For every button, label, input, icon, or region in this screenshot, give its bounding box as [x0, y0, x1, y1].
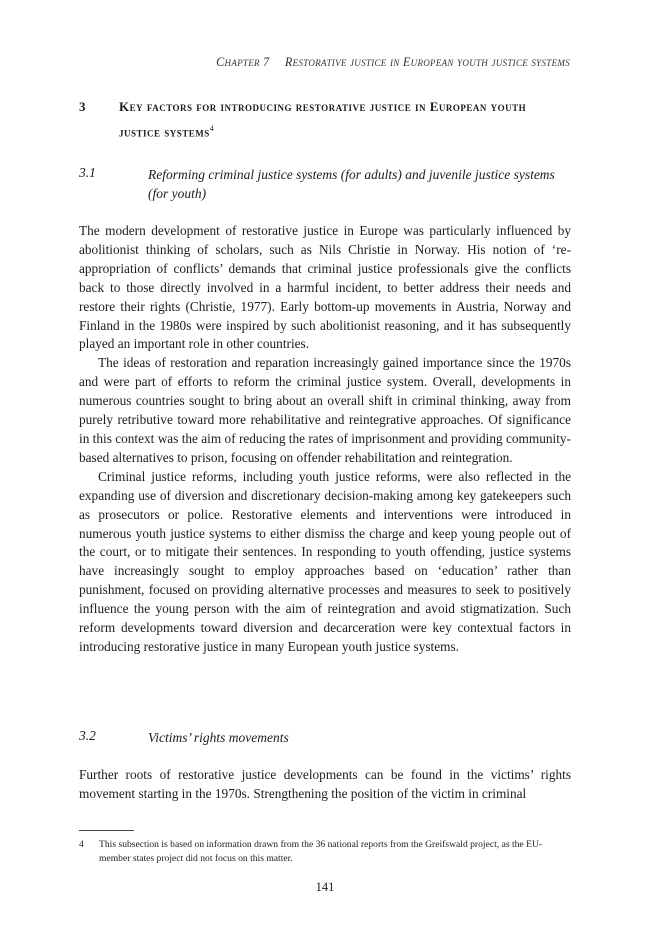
subsection-title: Victims’ rights movements [148, 730, 289, 745]
paragraph: The ideas of restoration and reparation increasingly gained importance since the 1970s and were part of efforts to reform the criminal justice system. Overall, developments in numerous countries sought to bring about an overall shift in criminal thinking, away from purely retributive toward more rehabilitative and reintegrative approaches. Of significance in this context was the aim of reducing the rates of imprisonment and providing community-based alternatives to prison, focusing on offender rehabilitation and reintegration. [79, 355, 571, 465]
footnote-divider [79, 830, 134, 831]
section-number: 3 [79, 99, 86, 114]
running-head [216, 55, 570, 70]
subsection-body [79, 766, 571, 804]
section-title [119, 96, 569, 143]
subsection-title: Reforming criminal justice systems (for adults) and juvenile justice systems (for youth) [148, 167, 555, 201]
paragraph: Further roots of restorative justice developments can be found in the victims’ rights movement starting in the 1970s. Strengthening the position of the victim in criminal [79, 767, 571, 801]
page-number: 141 [315, 880, 335, 894]
running-head-chapter: Chapter 7 [216, 55, 270, 69]
footnote [79, 838, 571, 866]
subsection-body [79, 222, 571, 657]
subsection-number: 3.2 [79, 728, 96, 743]
paragraph: The modern development of restorative justice in Europe was particularly influenced by abolitionist thinking of scholars, such as Nils Christie in Norway. His notion of ‘re-appropriation of conflicts’ demands that criminal justice professionals give the conflicts back to those directly involved in a harmful incident, to better address their needs and restore their rights (Christie, 1977). Early bottom-up movements in Austria, Norway and Finland in the 1980s were inspired by such abolitionist reasoning, and it has subsequently played an important role in other countries. [79, 223, 571, 352]
running-head-title: Restorative justice in European youth justice systems [284, 55, 570, 69]
section-title-text: Key factors for introducing restorative justice in European youth justice systems [119, 99, 527, 140]
paragraph: Criminal justice reforms, including youth justice reforms, were also reflected in the expanding use of diversion and discretionary decision-making among key gatekeepers such as prosecutors or police. Restorative elements and interventions were introduced in numerous youth justice systems to either dismiss the charge and keep young people out of the court, or to mitigate their sentences. In responding to youth offending, justice systems have increasingly sought to employ approaches based on ‘education’ rather than punishment, focused on providing alternative processes and measures to seek to positively influence the young person with the aim of reintegration and avoid stigmatization. Such reform developments toward diversion and decarceration were key contextual factors in introducing restorative justice in many European youth justice systems. [79, 468, 571, 654]
footnote-number: 4 [79, 839, 84, 850]
subsection-number: 3.1 [79, 165, 96, 180]
footnote-text: This subsection is based on information drawn from the 36 national reports from the Greifswald project, as the EU-member states project did not focus on this matter. [99, 839, 543, 864]
footnote-reference[interactable]: 4 [209, 124, 214, 133]
